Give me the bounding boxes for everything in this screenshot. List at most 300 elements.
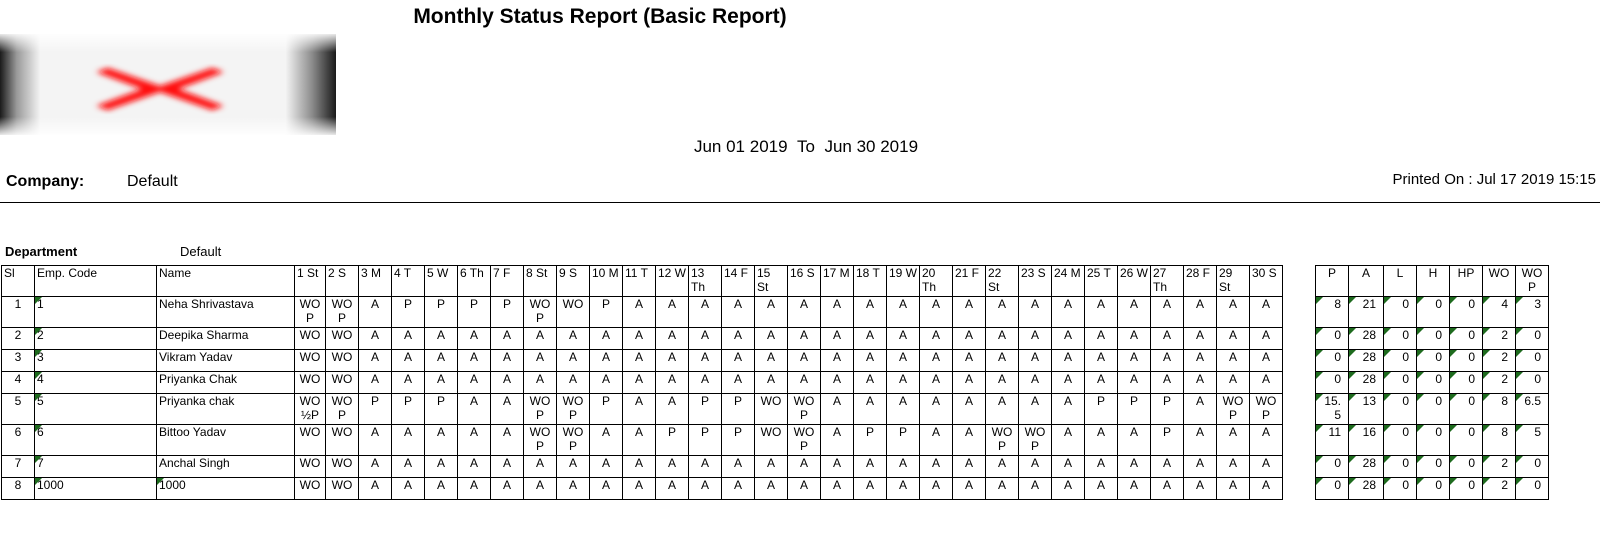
cell-day-status: A (1151, 297, 1184, 328)
cell-day-status: A (887, 456, 920, 478)
cell-summary: 2 (1483, 328, 1516, 350)
cell-day-status: A (788, 372, 821, 394)
cell-summary: 0 (1384, 425, 1417, 456)
cell-day-status: A (1184, 350, 1217, 372)
cell-summary: 0 (1450, 297, 1483, 328)
cell-day-status: A (458, 328, 491, 350)
cell-day-status: WO (295, 328, 326, 350)
cell-day-status: A (623, 478, 656, 500)
cell-day-status: WO (326, 350, 359, 372)
cell-day-status: A (1184, 328, 1217, 350)
cell-day-status: A (1085, 478, 1118, 500)
cell-day-status: A (1250, 478, 1283, 500)
cell-day-status: A (722, 456, 755, 478)
cell-day-status: A (623, 297, 656, 328)
cell-day-status: A (821, 478, 854, 500)
cell-day-status: A (689, 350, 722, 372)
cell-day-status: A (458, 372, 491, 394)
cell-day-status: A (557, 350, 590, 372)
col-header-day: 20 Th (920, 266, 953, 297)
department-label: Department (5, 244, 78, 259)
cell-summary: 0 (1316, 478, 1349, 500)
cell-day-status: A (1217, 478, 1250, 500)
cell-summary: 0 (1516, 372, 1549, 394)
cell-day-status: WO ½P (295, 394, 326, 425)
cell-day-status: A (623, 425, 656, 456)
col-header-summary: WO (1483, 266, 1516, 297)
cell-summary: 0 (1450, 478, 1483, 500)
cell-day-status: A (1217, 372, 1250, 394)
cell-day-status: A (590, 425, 623, 456)
table-row (2, 478, 1582, 500)
cell-day-status: A (524, 456, 557, 478)
cell-day-status: A (1151, 328, 1184, 350)
cell-day-status: A (788, 456, 821, 478)
cell-day-status: A (821, 297, 854, 328)
cell-day-status: A (821, 328, 854, 350)
cell-sl: 7 (2, 456, 35, 478)
cell-day-status: A (1019, 394, 1052, 425)
cell-day-status: A (392, 350, 425, 372)
col-header-day: 1 St (295, 266, 326, 297)
cell-day-status: A (788, 328, 821, 350)
cell-summary: 0 (1316, 350, 1349, 372)
cell-day-status: A (854, 478, 887, 500)
cell-day-status: P (590, 394, 623, 425)
cell-day-status: WO (326, 425, 359, 456)
cell-summary: 0 (1417, 456, 1450, 478)
cell-day-status: A (557, 456, 590, 478)
cell-day-status: A (656, 478, 689, 500)
date-to-label: To (797, 137, 815, 156)
cell-spacer (1283, 478, 1316, 500)
cell-day-status: A (656, 394, 689, 425)
cell-summary: 8 (1316, 297, 1349, 328)
cell-day-status: A (920, 456, 953, 478)
cell-day-status: A (359, 372, 392, 394)
cell-day-status: A (1085, 328, 1118, 350)
cell-day-status: A (722, 297, 755, 328)
cell-day-status: A (920, 372, 953, 394)
cell-day-status: A (854, 328, 887, 350)
cell-day-status: A (1052, 297, 1085, 328)
cell-summary: 0 (1384, 297, 1417, 328)
printed-value: Jul 17 2019 15:15 (1476, 171, 1596, 188)
company-value: Default (127, 173, 178, 190)
col-header-day: 16 S (788, 266, 821, 297)
cell-day-status: A (986, 297, 1019, 328)
cell-summary: 0 (1450, 328, 1483, 350)
cell-day-status: P (887, 425, 920, 456)
cell-day-status: WO (295, 456, 326, 478)
cell-day-status: A (821, 456, 854, 478)
cell-day-status: A (392, 425, 425, 456)
cell-day-status: WO (557, 297, 590, 328)
cell-day-status: A (1151, 456, 1184, 478)
cell-summary: 2 (1483, 372, 1516, 394)
cell-day-status: WO (295, 350, 326, 372)
cell-summary: 0 (1516, 328, 1549, 350)
cell-summary: 0 (1417, 350, 1450, 372)
cell-day-status: A (524, 372, 557, 394)
cell-day-status: A (590, 372, 623, 394)
col-header-day: 5 W (425, 266, 458, 297)
cell-day-status: A (887, 394, 920, 425)
printed-on (1393, 171, 1597, 188)
cell-summary: 28 (1349, 372, 1384, 394)
cell-day-status: A (623, 456, 656, 478)
cell-name: Priyanka chak (157, 394, 295, 425)
cell-day-status: A (1085, 425, 1118, 456)
cell-summary: 15.5 (1316, 394, 1349, 425)
cell-day-status: A (1118, 456, 1151, 478)
table-row (2, 328, 1582, 350)
cell-summary: 0 (1384, 456, 1417, 478)
cell-day-status: A (689, 372, 722, 394)
cell-day-status: A (1217, 350, 1250, 372)
cell-summary: 16 (1349, 425, 1384, 456)
cell-summary: 0 (1417, 394, 1450, 425)
cell-day-status: A (425, 350, 458, 372)
cell-day-status: A (491, 372, 524, 394)
cell-day-status: WO (326, 456, 359, 478)
cell-day-status: A (821, 394, 854, 425)
cell-day-status: A (920, 297, 953, 328)
company-label: Company: (6, 173, 85, 190)
cell-day-status: P (392, 297, 425, 328)
col-header-emp-code: Emp. Code (35, 266, 157, 297)
cell-day-status: A (359, 297, 392, 328)
date-from: Jun 01 2019 (693, 137, 788, 156)
cell-summary: 0 (1417, 372, 1450, 394)
cell-day-status: P (854, 425, 887, 456)
cell-day-status: A (755, 297, 788, 328)
cell-day-status: A (1184, 394, 1217, 425)
cell-day-status: A (689, 297, 722, 328)
col-header-summary: HP (1450, 266, 1483, 297)
cell-day-status: A (1019, 328, 1052, 350)
cell-summary: 0 (1316, 328, 1349, 350)
cell-summary: 0 (1384, 328, 1417, 350)
cell-day-status: A (788, 350, 821, 372)
cell-day-status: WO (295, 478, 326, 500)
cell-day-status: A (1250, 350, 1283, 372)
cell-day-status: A (953, 456, 986, 478)
cell-day-status: A (491, 394, 524, 425)
cell-day-status: A (854, 350, 887, 372)
cell-summary: 28 (1349, 478, 1384, 500)
cell-day-status: A (1118, 350, 1151, 372)
cell-day-status: A (953, 372, 986, 394)
cell-day-status: A (1019, 297, 1052, 328)
cell-spacer (1283, 297, 1316, 328)
cell-day-status: WO P (524, 297, 557, 328)
cell-day-status: A (755, 350, 788, 372)
col-header-day: 28 F (1184, 266, 1217, 297)
cell-day-status: A (887, 372, 920, 394)
cell-day-status: A (1151, 350, 1184, 372)
cell-day-status: A (1052, 456, 1085, 478)
col-header-day: 11 T (623, 266, 656, 297)
col-header-summary: L (1384, 266, 1417, 297)
cell-day-status: WO (326, 478, 359, 500)
cell-day-status: WO P (788, 425, 821, 456)
cell-day-status: A (1052, 328, 1085, 350)
cell-day-status: A (1250, 425, 1283, 456)
cell-sl: 8 (2, 478, 35, 500)
cell-day-status: A (590, 456, 623, 478)
cell-day-status: A (755, 372, 788, 394)
col-header-day: 13 Th (689, 266, 722, 297)
cell-day-status: P (722, 394, 755, 425)
cell-day-status: A (788, 478, 821, 500)
col-header-day: 27 Th (1151, 266, 1184, 297)
cell-day-status: A (755, 328, 788, 350)
cell-day-status: A (557, 372, 590, 394)
col-header-summary: P (1316, 266, 1349, 297)
col-header-day: 12 W (656, 266, 689, 297)
cell-summary: 0 (1450, 372, 1483, 394)
cell-day-status: WO (326, 372, 359, 394)
cell-summary: 5 (1516, 425, 1549, 456)
cell-day-status: A (1184, 478, 1217, 500)
cell-sl: 2 (2, 328, 35, 350)
col-header-day: 29 St (1217, 266, 1250, 297)
col-header-day: 26 W (1118, 266, 1151, 297)
cell-day-status: WO P (557, 394, 590, 425)
cell-day-status: A (821, 425, 854, 456)
col-header-day: 25 T (1085, 266, 1118, 297)
cell-day-status: A (1118, 297, 1151, 328)
cell-day-status: A (524, 478, 557, 500)
col-header-summary: A (1349, 266, 1384, 297)
cell-day-status: A (689, 456, 722, 478)
cell-day-status: WOP (326, 394, 359, 425)
cell-summary: 0 (1450, 425, 1483, 456)
cell-day-status: A (1184, 425, 1217, 456)
cell-day-status: A (1052, 394, 1085, 425)
cell-day-status: A (656, 456, 689, 478)
cell-sl: 3 (2, 350, 35, 372)
cell-day-status: A (491, 478, 524, 500)
col-header-day: 22 St (986, 266, 1019, 297)
cell-day-status: P (1118, 394, 1151, 425)
cell-summary: 0 (1417, 425, 1450, 456)
cell-day-status: A (1019, 372, 1052, 394)
col-header-day: 2 S (326, 266, 359, 297)
cell-day-status: A (1052, 350, 1085, 372)
cell-day-status: P (425, 297, 458, 328)
cell-day-status: A (359, 350, 392, 372)
cell-day-status: WO P (524, 425, 557, 456)
cell-day-status: A (920, 478, 953, 500)
cell-emp-code: 6 (35, 425, 157, 456)
cell-day-status: A (656, 350, 689, 372)
cell-day-status: P (1151, 394, 1184, 425)
cell-summary: 21 (1349, 297, 1384, 328)
cell-day-status: A (425, 372, 458, 394)
cell-day-status: A (491, 456, 524, 478)
cell-day-status: A (689, 478, 722, 500)
cell-day-status: A (590, 478, 623, 500)
cell-day-status: A (1085, 372, 1118, 394)
cell-day-status: A (755, 456, 788, 478)
cell-day-status: P (359, 394, 392, 425)
cell-name: Bittoo Yadav (157, 425, 295, 456)
cell-day-status: A (1184, 297, 1217, 328)
cell-day-status: A (1184, 372, 1217, 394)
cell-emp-code: 1000 (35, 478, 157, 500)
table-header-row (2, 266, 1582, 297)
department-value: Default (180, 244, 222, 259)
cell-summary: 0 (1417, 328, 1450, 350)
cell-emp-code: 3 (35, 350, 157, 372)
cell-day-status: P (689, 394, 722, 425)
cell-summary: 11 (1316, 425, 1349, 456)
cell-day-status: A (557, 478, 590, 500)
cell-day-status: P (392, 394, 425, 425)
cell-day-status: WO P (1250, 394, 1283, 425)
cell-day-status: A (392, 372, 425, 394)
cell-day-status: WO P (557, 425, 590, 456)
cell-day-status: WO P (1019, 425, 1052, 456)
cell-day-status: A (920, 394, 953, 425)
cell-day-status: A (953, 350, 986, 372)
cell-emp-code: 4 (35, 372, 157, 394)
cell-summary: 2 (1483, 456, 1516, 478)
cell-day-status: A (1085, 456, 1118, 478)
cell-day-status: A (1085, 350, 1118, 372)
cell-day-status: A (623, 328, 656, 350)
cell-day-status: A (392, 456, 425, 478)
cell-spacer (1283, 372, 1316, 394)
cell-day-status: A (920, 328, 953, 350)
cell-sl: 5 (2, 394, 35, 425)
cell-day-status: A (656, 328, 689, 350)
col-header-day: 15 St (755, 266, 788, 297)
col-header-day: 7 F (491, 266, 524, 297)
cell-day-status: P (491, 297, 524, 328)
cell-summary: 8 (1483, 425, 1516, 456)
cell-summary: 0 (1417, 297, 1450, 328)
cell-sl: 6 (2, 425, 35, 456)
col-header-day: 24 M (1052, 266, 1085, 297)
cell-day-status: A (821, 350, 854, 372)
col-header-spacer (1283, 266, 1316, 297)
broken-image-icon (0, 34, 336, 135)
col-header-summary: WOP (1516, 266, 1549, 297)
cell-day-status: A (986, 394, 1019, 425)
cell-emp-code: 2 (35, 328, 157, 350)
cell-day-status: A (953, 394, 986, 425)
cell-day-status: A (722, 350, 755, 372)
cell-day-status: A (1151, 478, 1184, 500)
col-header-day: 10 M (590, 266, 623, 297)
table-row (2, 394, 1582, 425)
cell-day-status: A (458, 456, 491, 478)
cell-day-status: WO (295, 425, 326, 456)
col-header-day: 21 F (953, 266, 986, 297)
col-header-day: 18 T (854, 266, 887, 297)
cell-day-status: A (590, 328, 623, 350)
cell-day-status: WO P (1217, 394, 1250, 425)
report-title: Monthly Status Report (Basic Report) (413, 5, 787, 28)
cell-name: Deepika Sharma (157, 328, 295, 350)
cell-spacer (1283, 328, 1316, 350)
cell-day-status: WO P (524, 394, 557, 425)
cell-day-status: P (656, 425, 689, 456)
col-header-sl: Sl (2, 266, 35, 297)
cell-summary: 0 (1384, 478, 1417, 500)
cell-day-status: A (1085, 297, 1118, 328)
cell-day-status: A (788, 297, 821, 328)
cell-day-status: A (656, 372, 689, 394)
cell-summary: 0 (1516, 456, 1549, 478)
cell-day-status: P (1151, 425, 1184, 456)
col-header-day: 3 M (359, 266, 392, 297)
cell-day-status: A (1118, 478, 1151, 500)
cell-day-status: A (1217, 297, 1250, 328)
cell-summary: 0 (1516, 350, 1549, 372)
cell-day-status: P (722, 425, 755, 456)
col-header-day: 14 F (722, 266, 755, 297)
cell-summary: 28 (1349, 328, 1384, 350)
cell-day-status: A (755, 478, 788, 500)
cell-day-status: A (1052, 425, 1085, 456)
cell-day-status: A (722, 372, 755, 394)
cell-summary: 4 (1483, 297, 1516, 328)
cell-day-status: WO P (295, 297, 326, 328)
cell-day-status: A (1250, 328, 1283, 350)
cell-summary: 6.5 (1516, 394, 1549, 425)
cell-summary: 0 (1384, 372, 1417, 394)
cell-day-status: A (491, 350, 524, 372)
cell-summary: 28 (1349, 350, 1384, 372)
cell-summary: 28 (1349, 456, 1384, 478)
cell-day-status: A (1151, 372, 1184, 394)
cell-day-status: WOP (326, 297, 359, 328)
cell-sl: 4 (2, 372, 35, 394)
cell-day-status: A (953, 425, 986, 456)
cell-day-status: A (491, 425, 524, 456)
cell-name: Neha Shrivastava (157, 297, 295, 328)
cell-day-status: A (953, 297, 986, 328)
cell-day-status: A (425, 478, 458, 500)
col-header-day: 30 S (1250, 266, 1283, 297)
cell-day-status: A (524, 328, 557, 350)
col-header-day: 19 W (887, 266, 920, 297)
cell-day-status: A (623, 372, 656, 394)
cell-day-status: A (590, 350, 623, 372)
cell-day-status: A (986, 478, 1019, 500)
cell-day-status: A (920, 425, 953, 456)
cell-emp-code: 1 (35, 297, 157, 328)
cell-sl: 1 (2, 297, 35, 328)
cell-spacer (1283, 456, 1316, 478)
date-to: Jun 30 2019 (824, 137, 919, 156)
cell-day-status: A (1052, 478, 1085, 500)
cell-summary: 8 (1483, 394, 1516, 425)
cell-day-status: A (722, 478, 755, 500)
cell-day-status: A (392, 328, 425, 350)
cell-name: Priyanka Chak (157, 372, 295, 394)
cell-day-status: A (920, 350, 953, 372)
cell-day-status: WO P (986, 425, 1019, 456)
cell-day-status: A (854, 394, 887, 425)
cell-day-status: A (1052, 372, 1085, 394)
cell-day-status: A (953, 328, 986, 350)
col-header-summary: H (1417, 266, 1450, 297)
